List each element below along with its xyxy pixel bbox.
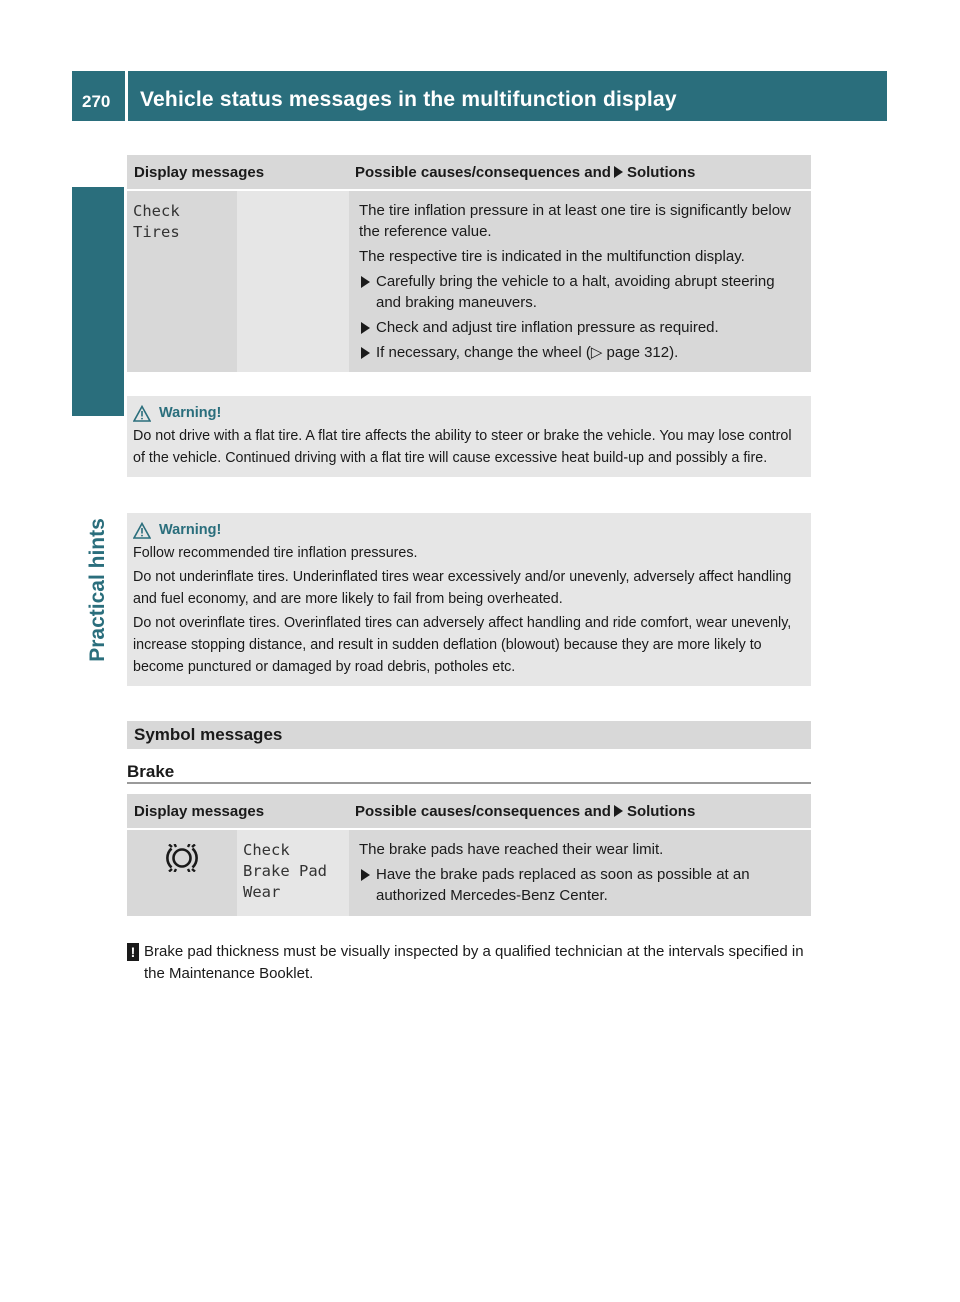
subsection-title: Brake xyxy=(127,762,175,781)
warning-title: Warning! xyxy=(159,522,222,538)
header-solutions-text: Solutions xyxy=(626,164,696,181)
list-item xyxy=(359,342,801,363)
warning-triangle-icon xyxy=(133,522,151,539)
page-title: Vehicle status messages in the multifunction display xyxy=(140,88,677,111)
cause-text: The respective tire is indicated in the multifunction display. xyxy=(359,248,745,265)
tire-status-table xyxy=(127,155,811,372)
section-title: Symbol messages xyxy=(134,725,283,744)
solutions-cell xyxy=(349,830,811,916)
warning-triangle-icon xyxy=(133,405,151,422)
solution-step: Carefully bring the vehicle to a halt, avoiding abrupt steering and braking maneuvers. xyxy=(376,273,775,311)
chapter-label: Practical hints xyxy=(86,518,109,662)
header-solutions-text: Solutions xyxy=(626,803,696,820)
arrow-right-icon xyxy=(361,869,370,881)
display-message-cell xyxy=(127,191,237,372)
arrow-right-icon xyxy=(361,276,370,288)
warning-text: Follow recommended tire inflation pressures. xyxy=(133,545,418,561)
warning-text: Do not overinflate tires. Overinflated tires can adversely affect handling and ride comfort, wear unevenly, increase stopping distance, and result in sudden deflation (blowout) because they are more likely to become punctured or damaged by road debris, potholes etc. xyxy=(133,615,792,675)
brake-pad-wear-icon xyxy=(163,844,201,872)
table-header-row xyxy=(127,155,811,191)
solution-step: If necessary, change the wheel (▷ page 312). xyxy=(376,344,679,361)
list-item xyxy=(359,864,801,906)
exclamation-icon: ! xyxy=(127,943,139,961)
warning-box-flat-tire xyxy=(127,396,811,477)
header-causes-solutions xyxy=(349,155,695,189)
empty-cell xyxy=(237,191,349,372)
header-causes-solutions xyxy=(349,794,695,828)
table-header-row xyxy=(127,794,811,830)
list-item xyxy=(359,271,801,313)
header-display-messages: Display messages xyxy=(134,803,265,820)
header-causes-text: Possible causes/consequences and xyxy=(355,803,611,820)
header-causes-text: Possible causes/consequences and xyxy=(355,164,611,181)
arrow-right-icon xyxy=(614,166,623,178)
page-number: 270 xyxy=(82,92,111,111)
warning-title: Warning! xyxy=(159,405,222,421)
display-message-cell xyxy=(237,830,349,916)
message-line: Wear xyxy=(243,883,281,901)
subsection-divider xyxy=(127,782,811,784)
brake-status-table xyxy=(127,794,811,916)
note-paragraph xyxy=(127,941,811,985)
warning-text: Do not drive with a flat tire. A flat tire affects the ability to steer or brake the vehicle. You may lose control of the vehicle. Continued driving with a flat tire will cause excessive heat build-up and possibly a fire. xyxy=(133,428,792,466)
warning-text: Do not underinflate tires. Underinflated tires wear excessively and/or unevenly, adversely affect handling and fuel economy, and are more likely to fail from being overheated. xyxy=(133,569,792,607)
table-row xyxy=(127,191,811,372)
solution-step: Have the brake pads replaced as soon as possible at an authorized Mercedes-Benz Center. xyxy=(376,866,750,904)
table-row xyxy=(127,830,811,916)
note-text: Brake pad thickness must be visually inspected by a qualified technician at the intervals specified in the Maintenance Booklet. xyxy=(144,943,804,982)
symbol-cell xyxy=(127,830,237,916)
message-line: Brake Pad xyxy=(243,862,327,880)
message-line: Check xyxy=(133,202,180,220)
solutions-cell xyxy=(349,191,811,372)
cause-text: The tire inflation pressure in at least one tire is significantly below the reference value. xyxy=(359,202,791,240)
header-display-messages: Display messages xyxy=(134,164,265,181)
arrow-right-icon xyxy=(614,805,623,817)
arrow-right-icon xyxy=(361,347,370,359)
message-line: Tires xyxy=(133,223,180,241)
message-line: Check xyxy=(243,841,290,859)
solution-step: Check and adjust tire inflation pressure as required. xyxy=(376,319,719,336)
warning-header xyxy=(133,402,805,424)
warning-header xyxy=(133,519,805,541)
list-item xyxy=(359,317,801,338)
warning-box-inflation xyxy=(127,513,811,686)
arrow-right-icon xyxy=(361,322,370,334)
cause-text: The brake pads have reached their wear limit. xyxy=(359,841,664,858)
side-tab-marker xyxy=(72,187,124,416)
